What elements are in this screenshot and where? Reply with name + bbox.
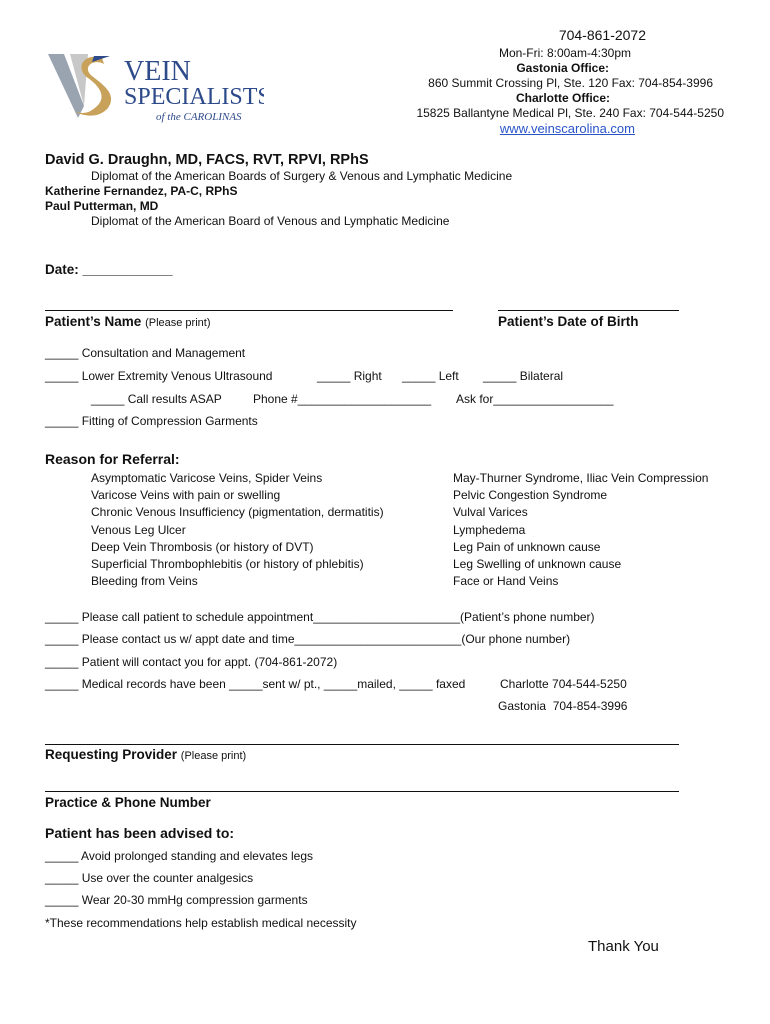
referral-reason[interactable]: Face or Hand Veins: [453, 574, 559, 589]
option-call-patient[interactable]: _____ Please call patient to schedule appointment______________________(Patient’s phone number): [45, 610, 595, 624]
referral-reason[interactable]: Leg Pain of unknown cause: [453, 539, 601, 554]
referral-reason[interactable]: Pelvic Congestion Syndrome: [453, 488, 608, 503]
thank-you: Thank You: [588, 938, 659, 955]
option-medical-records[interactable]: _____ Medical records have been _____sent w/ pt., _____mailed, _____ faxed: [45, 677, 466, 691]
service-ultrasound[interactable]: _____ Lower Extremity Venous Ultrasound: [45, 369, 273, 383]
website-link[interactable]: www.veinscarolina.com: [499, 121, 635, 136]
practice-phone-label: Practice & Phone Number: [45, 795, 211, 810]
charlotte-address: 15825 Ballantyne Medical Pl, Ste. 240 Fax: 704-544-5250: [416, 106, 724, 120]
referral-reason[interactable]: Asymptomatic Varicose Veins, Spider Veins: [91, 471, 323, 485]
advised-item[interactable]: _____ Avoid prolonged standing and elevates legs: [45, 849, 313, 863]
ultrasound-left[interactable]: _____ Left: [402, 369, 459, 383]
practice-phone-line[interactable]: [45, 791, 679, 792]
fax-charlotte: Charlotte 704-544-5250: [500, 677, 627, 691]
logo-line-2: SPECIALISTS: [124, 84, 264, 110]
referral-reason[interactable]: Venous Leg Ulcer: [91, 522, 186, 537]
charlotte-label: Charlotte Office:: [515, 91, 610, 105]
requesting-provider-label: [45, 747, 246, 762]
lead-provider: David G. Draughn, MD, FACS, RVT, RPVI, RPhS: [45, 152, 369, 168]
patient-name-hint: (Please print): [145, 317, 211, 329]
gastonia-label: Gastonia Office:: [516, 61, 609, 75]
patient-dob-label: Patient’s Date of Birth: [498, 314, 639, 329]
referral-left-list: [91, 470, 384, 590]
date-field[interactable]: Date: ____________: [45, 262, 173, 277]
ultrasound-right[interactable]: _____ Right: [317, 369, 382, 383]
results-ask-for-field[interactable]: Ask for__________________: [456, 392, 614, 406]
patient-name-text: Patient’s Name: [45, 314, 142, 329]
requesting-provider-text: Requesting Provider: [45, 747, 178, 762]
option-contact-us[interactable]: _____ Please contact us w/ appt date and time_________________________(Our phone number): [45, 632, 571, 646]
referral-reason[interactable]: Varicose Veins with pain or swelling: [91, 488, 281, 503]
fax-gastonia: Gastonia 704-854-3996: [498, 699, 628, 713]
medical-necessity-note: *These recommendations help establish medical necessity: [45, 916, 357, 930]
referral-right-list: [453, 470, 708, 590]
patient-name-label: [45, 314, 210, 329]
gastonia-address: 860 Summit Crossing Pl, Ste. 120 Fax: 704-854-3996: [428, 76, 713, 90]
lead-provider-note: Diplomat of the American Boards of Surgery & Venous and Lymphatic Medicine: [91, 169, 513, 183]
service-consult[interactable]: _____ Consultation and Management: [45, 346, 246, 360]
referral-reason[interactable]: Bleeding from Veins: [91, 574, 198, 589]
advised-heading: Patient has been advised to:: [45, 825, 235, 841]
office-hours: Mon-Fri: 8:00am-4:30pm: [498, 46, 631, 60]
ultrasound-bilateral[interactable]: _____ Bilateral: [483, 369, 564, 383]
referral-reason[interactable]: Chronic Venous Insufficiency (pigmentation, dermatitis): [91, 505, 384, 520]
provider-3: Paul Putterman, MD: [45, 199, 159, 213]
referral-reason[interactable]: Vulval Varices: [453, 505, 528, 520]
practice-logo: [44, 48, 264, 126]
service-garments[interactable]: _____ Fitting of Compression Garments: [45, 414, 258, 428]
referral-reason[interactable]: Superficial Thrombophlebitis (or history of phlebitis): [91, 557, 364, 572]
requesting-provider-hint: (Please print): [180, 750, 247, 762]
logo-line-3: of the CAROLINAS: [156, 111, 242, 123]
referral-reason[interactable]: May-Thurner Syndrome, Iliac Vein Compression: [453, 471, 709, 485]
provider-3-note: Diplomat of the American Board of Venous and Lymphatic Medicine: [91, 214, 450, 228]
referral-reason[interactable]: Lymphedema: [453, 522, 526, 537]
call-results-asap[interactable]: _____ Call results ASAP: [91, 392, 222, 406]
option-patient-will-contact[interactable]: _____ Patient will contact you for appt. (704-861-2072): [45, 655, 338, 669]
referral-reason[interactable]: Deep Vein Thrombosis (or history of DVT): [91, 539, 314, 554]
requesting-provider-line[interactable]: [45, 744, 679, 745]
advised-item[interactable]: _____ Use over the counter analgesics: [45, 871, 254, 885]
advised-item[interactable]: _____ Wear 20-30 mmHg compression garments: [45, 893, 308, 907]
patient-name-line[interactable]: [45, 310, 453, 311]
provider-2: Katherine Fernandez, PA-C, RPhS: [45, 184, 238, 198]
vs-monogram-icon: [44, 48, 264, 126]
referral-reason[interactable]: Leg Swelling of unknown cause: [453, 557, 622, 572]
main-phone: 704-861-2072: [558, 27, 646, 43]
patient-dob-line[interactable]: [498, 310, 679, 311]
logo-line-1: VEIN: [124, 56, 191, 87]
referral-heading: Reason for Referral:: [45, 451, 180, 467]
results-phone-field[interactable]: Phone #____________________: [253, 392, 432, 406]
